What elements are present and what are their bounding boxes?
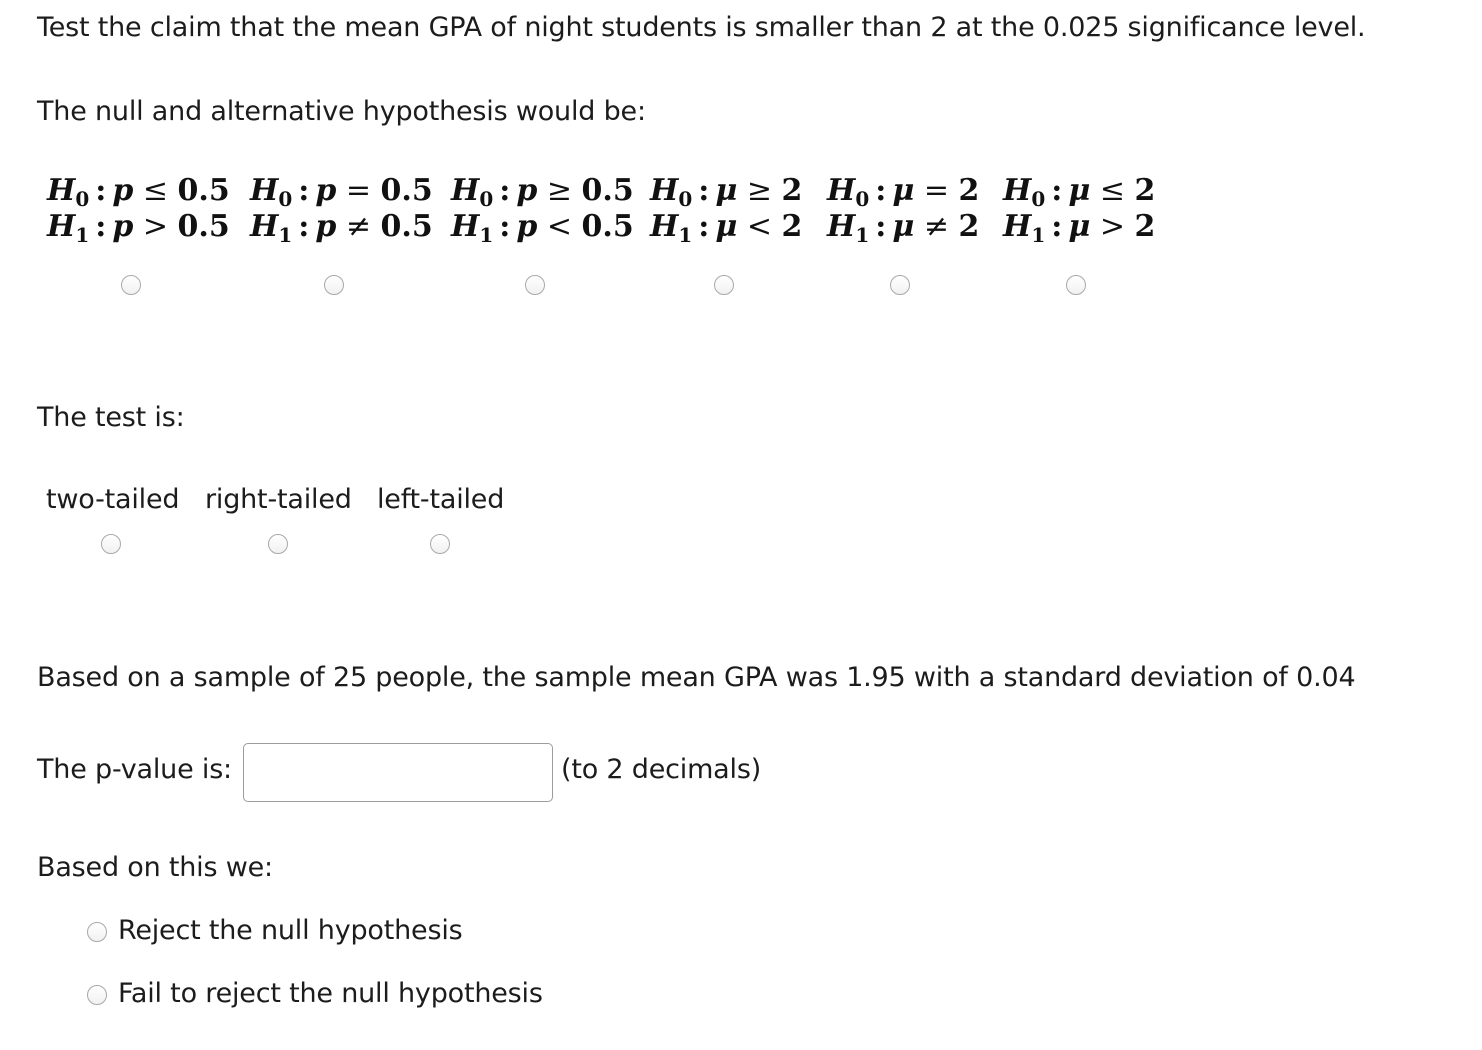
pvalue-hint: (to 2 decimals) — [561, 754, 762, 785]
conclusion-radio-fail[interactable] — [87, 985, 107, 1005]
hypothesis-alt-2: $H_1$ : p ≠ 0.5 — [250, 209, 433, 247]
hypothesis-alt-4: $H_1$ : μ < 2 — [650, 209, 803, 247]
hypothesis-option-4 — [650, 173, 802, 245]
test-radio-left-tailed[interactable] — [430, 534, 450, 554]
test-radio-right-tailed[interactable] — [268, 534, 288, 554]
hypothesis-radio-2[interactable] — [324, 275, 344, 295]
hypothesis-null-3: $H_0$ : p ≥ 0.5 — [451, 173, 634, 211]
hypothesis-null-1: $H_0$ : p ≤ 0.5 — [47, 173, 230, 211]
hypothesis-option-1 — [47, 173, 230, 245]
hypothesis-option-3 — [451, 173, 634, 245]
sample-text: Based on a sample of 25 people, the sample mean GPA was 1.95 with a standard deviation of 0.04 — [37, 662, 1356, 693]
test-option-two-tailed-label: two-tailed — [46, 484, 180, 515]
conclusion-fail-label: Fail to reject the null hypothesis — [118, 978, 543, 1009]
claim-text: Test the claim that the mean GPA of night students is smaller than 2 at the 0.025 significance level. — [37, 12, 1366, 43]
hypothesis-option-2 — [250, 173, 433, 245]
hypothesis-alt-5: $H_1$ : μ ≠ 2 — [827, 209, 980, 247]
test-radio-two-tailed[interactable] — [101, 534, 121, 554]
test-option-left-tailed-label: left-tailed — [377, 484, 505, 515]
hypothesis-radio-1[interactable] — [121, 275, 141, 295]
hypothesis-null-5: $H_0$ : μ = 2 — [827, 173, 980, 211]
hypothesis-radio-3[interactable] — [525, 275, 545, 295]
hypothesis-alt-1: $H_1$ : p > 0.5 — [47, 209, 230, 247]
pvalue-input[interactable] — [243, 743, 553, 802]
hypothesis-null-6: $H_0$ : μ ≤ 2 — [1003, 173, 1156, 211]
hypothesis-prompt: The null and alternative hypothesis would be: — [37, 96, 646, 127]
hypothesis-radio-5[interactable] — [890, 275, 910, 295]
conclusion-reject-label: Reject the null hypothesis — [118, 915, 463, 946]
conclusion-radio-reject[interactable] — [87, 922, 107, 942]
hypothesis-radio-6[interactable] — [1066, 275, 1086, 295]
hypothesis-null-4: $H_0$ : μ ≥ 2 — [650, 173, 803, 211]
hypothesis-option-6 — [1003, 173, 1155, 245]
hypothesis-null-2: $H_0$ : p = 0.5 — [250, 173, 433, 211]
hypothesis-option-5 — [827, 173, 979, 245]
pvalue-label: The p-value is: — [37, 754, 232, 785]
test-prompt: The test is: — [37, 402, 185, 433]
conclusion-prompt: Based on this we: — [37, 852, 273, 883]
hypothesis-alt-6: $H_1$ : μ > 2 — [1003, 209, 1156, 247]
hypothesis-radio-4[interactable] — [714, 275, 734, 295]
hypothesis-alt-3: $H_1$ : p < 0.5 — [451, 209, 634, 247]
test-option-right-tailed-label: right-tailed — [205, 484, 352, 515]
